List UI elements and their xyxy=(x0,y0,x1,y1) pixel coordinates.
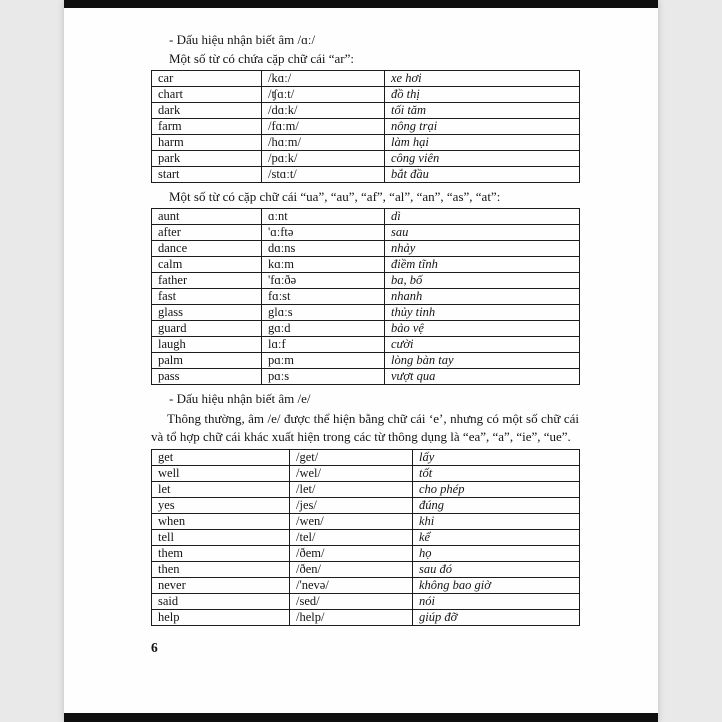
meaning-cell: xe hơi xyxy=(385,71,580,87)
table-row xyxy=(152,594,580,610)
word-cell: laugh xyxy=(152,337,262,353)
word-cell: well xyxy=(152,466,290,482)
word-cell: chart xyxy=(152,87,262,103)
meaning-cell: nông trại xyxy=(385,119,580,135)
word-cell: palm xyxy=(152,353,262,369)
meaning-cell: sau xyxy=(385,225,580,241)
table-row xyxy=(152,610,580,626)
table-row xyxy=(152,466,580,482)
word-cell: yes xyxy=(152,498,290,514)
table-row xyxy=(152,321,580,337)
table-row xyxy=(152,167,580,183)
word-cell: start xyxy=(152,167,262,183)
table-row xyxy=(152,241,580,257)
section-c-paragraph: Thông thường, âm /e/ được thể hiện bằng chữ cái ‘e’, nhưng có một số chữ cái và tổ hợp chữ cái khác xuất hiện trong các từ thông dụng là “ea”, “a”, “ie”, “ue”. xyxy=(151,411,579,444)
ipa-cell: /let/ xyxy=(290,482,413,498)
meaning-cell: bảo vệ xyxy=(385,321,580,337)
ipa-cell: 'fɑːðə xyxy=(262,273,385,289)
table-row xyxy=(152,450,580,466)
table-row xyxy=(152,305,580,321)
ipa-cell: fɑːst xyxy=(262,289,385,305)
word-cell: tell xyxy=(152,530,290,546)
ipa-cell: /help/ xyxy=(290,610,413,626)
word-cell: calm xyxy=(152,257,262,273)
meaning-cell: công viên xyxy=(385,151,580,167)
table-row xyxy=(152,337,580,353)
table-row xyxy=(152,151,580,167)
meaning-cell: lấy xyxy=(413,450,580,466)
meaning-cell: thủy tinh xyxy=(385,305,580,321)
meaning-cell: nhanh xyxy=(385,289,580,305)
section-heading-sound-a: - Dấu hiệu nhận biết âm /ɑː/ xyxy=(169,32,316,47)
meaning-cell: cười xyxy=(385,337,580,353)
table-row xyxy=(152,530,580,546)
word-cell: then xyxy=(152,562,290,578)
ipa-cell: /kɑː/ xyxy=(262,71,385,87)
word-cell: aunt xyxy=(152,209,262,225)
meaning-cell: làm hại xyxy=(385,135,580,151)
ipa-cell: lɑːf xyxy=(262,337,385,353)
ipa-cell: /ðem/ xyxy=(290,546,413,562)
word-cell: farm xyxy=(152,119,262,135)
meaning-cell: tốt xyxy=(413,466,580,482)
photo-top-edge xyxy=(64,0,658,8)
table-row xyxy=(152,514,580,530)
word-cell: them xyxy=(152,546,290,562)
ua-au-words-table xyxy=(151,208,580,385)
ipa-cell: /hɑːm/ xyxy=(262,135,385,151)
book-page xyxy=(64,0,658,722)
word-cell: fast xyxy=(152,289,262,305)
meaning-cell: tối tăm xyxy=(385,103,580,119)
ipa-cell: /jes/ xyxy=(290,498,413,514)
table-row xyxy=(152,257,580,273)
table-row xyxy=(152,578,580,594)
meaning-cell: nói xyxy=(413,594,580,610)
section-a-intro: Một số từ có chứa cặp chữ cái “ar”: xyxy=(169,51,355,66)
meaning-cell: vượt qua xyxy=(385,369,580,385)
word-cell: never xyxy=(152,578,290,594)
meaning-cell: đúng xyxy=(413,498,580,514)
ipa-cell: /fɑːm/ xyxy=(262,119,385,135)
word-cell: let xyxy=(152,482,290,498)
meaning-cell: kể xyxy=(413,530,580,546)
ipa-cell: /stɑːt/ xyxy=(262,167,385,183)
meaning-cell: dì xyxy=(385,209,580,225)
word-cell: glass xyxy=(152,305,262,321)
table-row xyxy=(152,225,580,241)
ipa-cell: /wen/ xyxy=(290,514,413,530)
ipa-cell: /pɑːk/ xyxy=(262,151,385,167)
meaning-cell: khi xyxy=(413,514,580,530)
page-content xyxy=(151,30,579,656)
meaning-cell: ba, bố xyxy=(385,273,580,289)
table-row xyxy=(152,546,580,562)
ipa-cell: kɑːm xyxy=(262,257,385,273)
table-row xyxy=(152,273,580,289)
ipa-cell: ɑːnt xyxy=(262,209,385,225)
word-cell: guard xyxy=(152,321,262,337)
meaning-cell: nhảy xyxy=(385,241,580,257)
table-row xyxy=(152,289,580,305)
meaning-cell: giúp đỡ xyxy=(413,610,580,626)
ipa-cell: pɑːs xyxy=(262,369,385,385)
word-cell: after xyxy=(152,225,262,241)
ipa-cell: dɑːns xyxy=(262,241,385,257)
word-cell: dance xyxy=(152,241,262,257)
meaning-cell: bắt đầu xyxy=(385,167,580,183)
table-row xyxy=(152,209,580,225)
table-row xyxy=(152,71,580,87)
word-cell: get xyxy=(152,450,290,466)
table-row xyxy=(152,562,580,578)
meaning-cell: họ xyxy=(413,546,580,562)
word-cell: pass xyxy=(152,369,262,385)
section-heading-sound-e: - Dấu hiệu nhận biết âm /e/ xyxy=(169,391,311,406)
section-b-intro: Một số từ có cặp chữ cái “ua”, “au”, “af”, “al”, “an”, “as”, “at”: xyxy=(169,189,501,204)
ipa-cell: /tel/ xyxy=(290,530,413,546)
meaning-cell: sau đó xyxy=(413,562,580,578)
ipa-cell: /ðen/ xyxy=(290,562,413,578)
meaning-cell: đồ thị xyxy=(385,87,580,103)
ar-words-table xyxy=(151,70,580,183)
ipa-cell: 'ɑːftə xyxy=(262,225,385,241)
table-row xyxy=(152,369,580,385)
ipa-cell: pɑːm xyxy=(262,353,385,369)
table-row xyxy=(152,482,580,498)
table-row xyxy=(152,87,580,103)
word-cell: park xyxy=(152,151,262,167)
meaning-cell: điềm tĩnh xyxy=(385,257,580,273)
word-cell: said xyxy=(152,594,290,610)
ipa-cell: /get/ xyxy=(290,450,413,466)
table-row xyxy=(152,498,580,514)
word-cell: harm xyxy=(152,135,262,151)
ipa-cell: /dɑːk/ xyxy=(262,103,385,119)
table-row xyxy=(152,119,580,135)
word-cell: help xyxy=(152,610,290,626)
word-cell: dark xyxy=(152,103,262,119)
meaning-cell: cho phép xyxy=(413,482,580,498)
photo-bottom-edge xyxy=(64,713,658,722)
ipa-cell: /'nevə/ xyxy=(290,578,413,594)
ipa-cell: /ʧɑːt/ xyxy=(262,87,385,103)
word-cell: car xyxy=(152,71,262,87)
ipa-cell: /wel/ xyxy=(290,466,413,482)
table-row xyxy=(152,353,580,369)
ipa-cell: /sed/ xyxy=(290,594,413,610)
table-row xyxy=(152,103,580,119)
ipa-cell: glɑːs xyxy=(262,305,385,321)
word-cell: father xyxy=(152,273,262,289)
meaning-cell: không bao giờ xyxy=(413,578,580,594)
page-number: 6 xyxy=(151,640,158,655)
word-cell: when xyxy=(152,514,290,530)
e-words-table xyxy=(151,449,580,626)
table-row xyxy=(152,135,580,151)
ipa-cell: gɑːd xyxy=(262,321,385,337)
meaning-cell: lòng bàn tay xyxy=(385,353,580,369)
